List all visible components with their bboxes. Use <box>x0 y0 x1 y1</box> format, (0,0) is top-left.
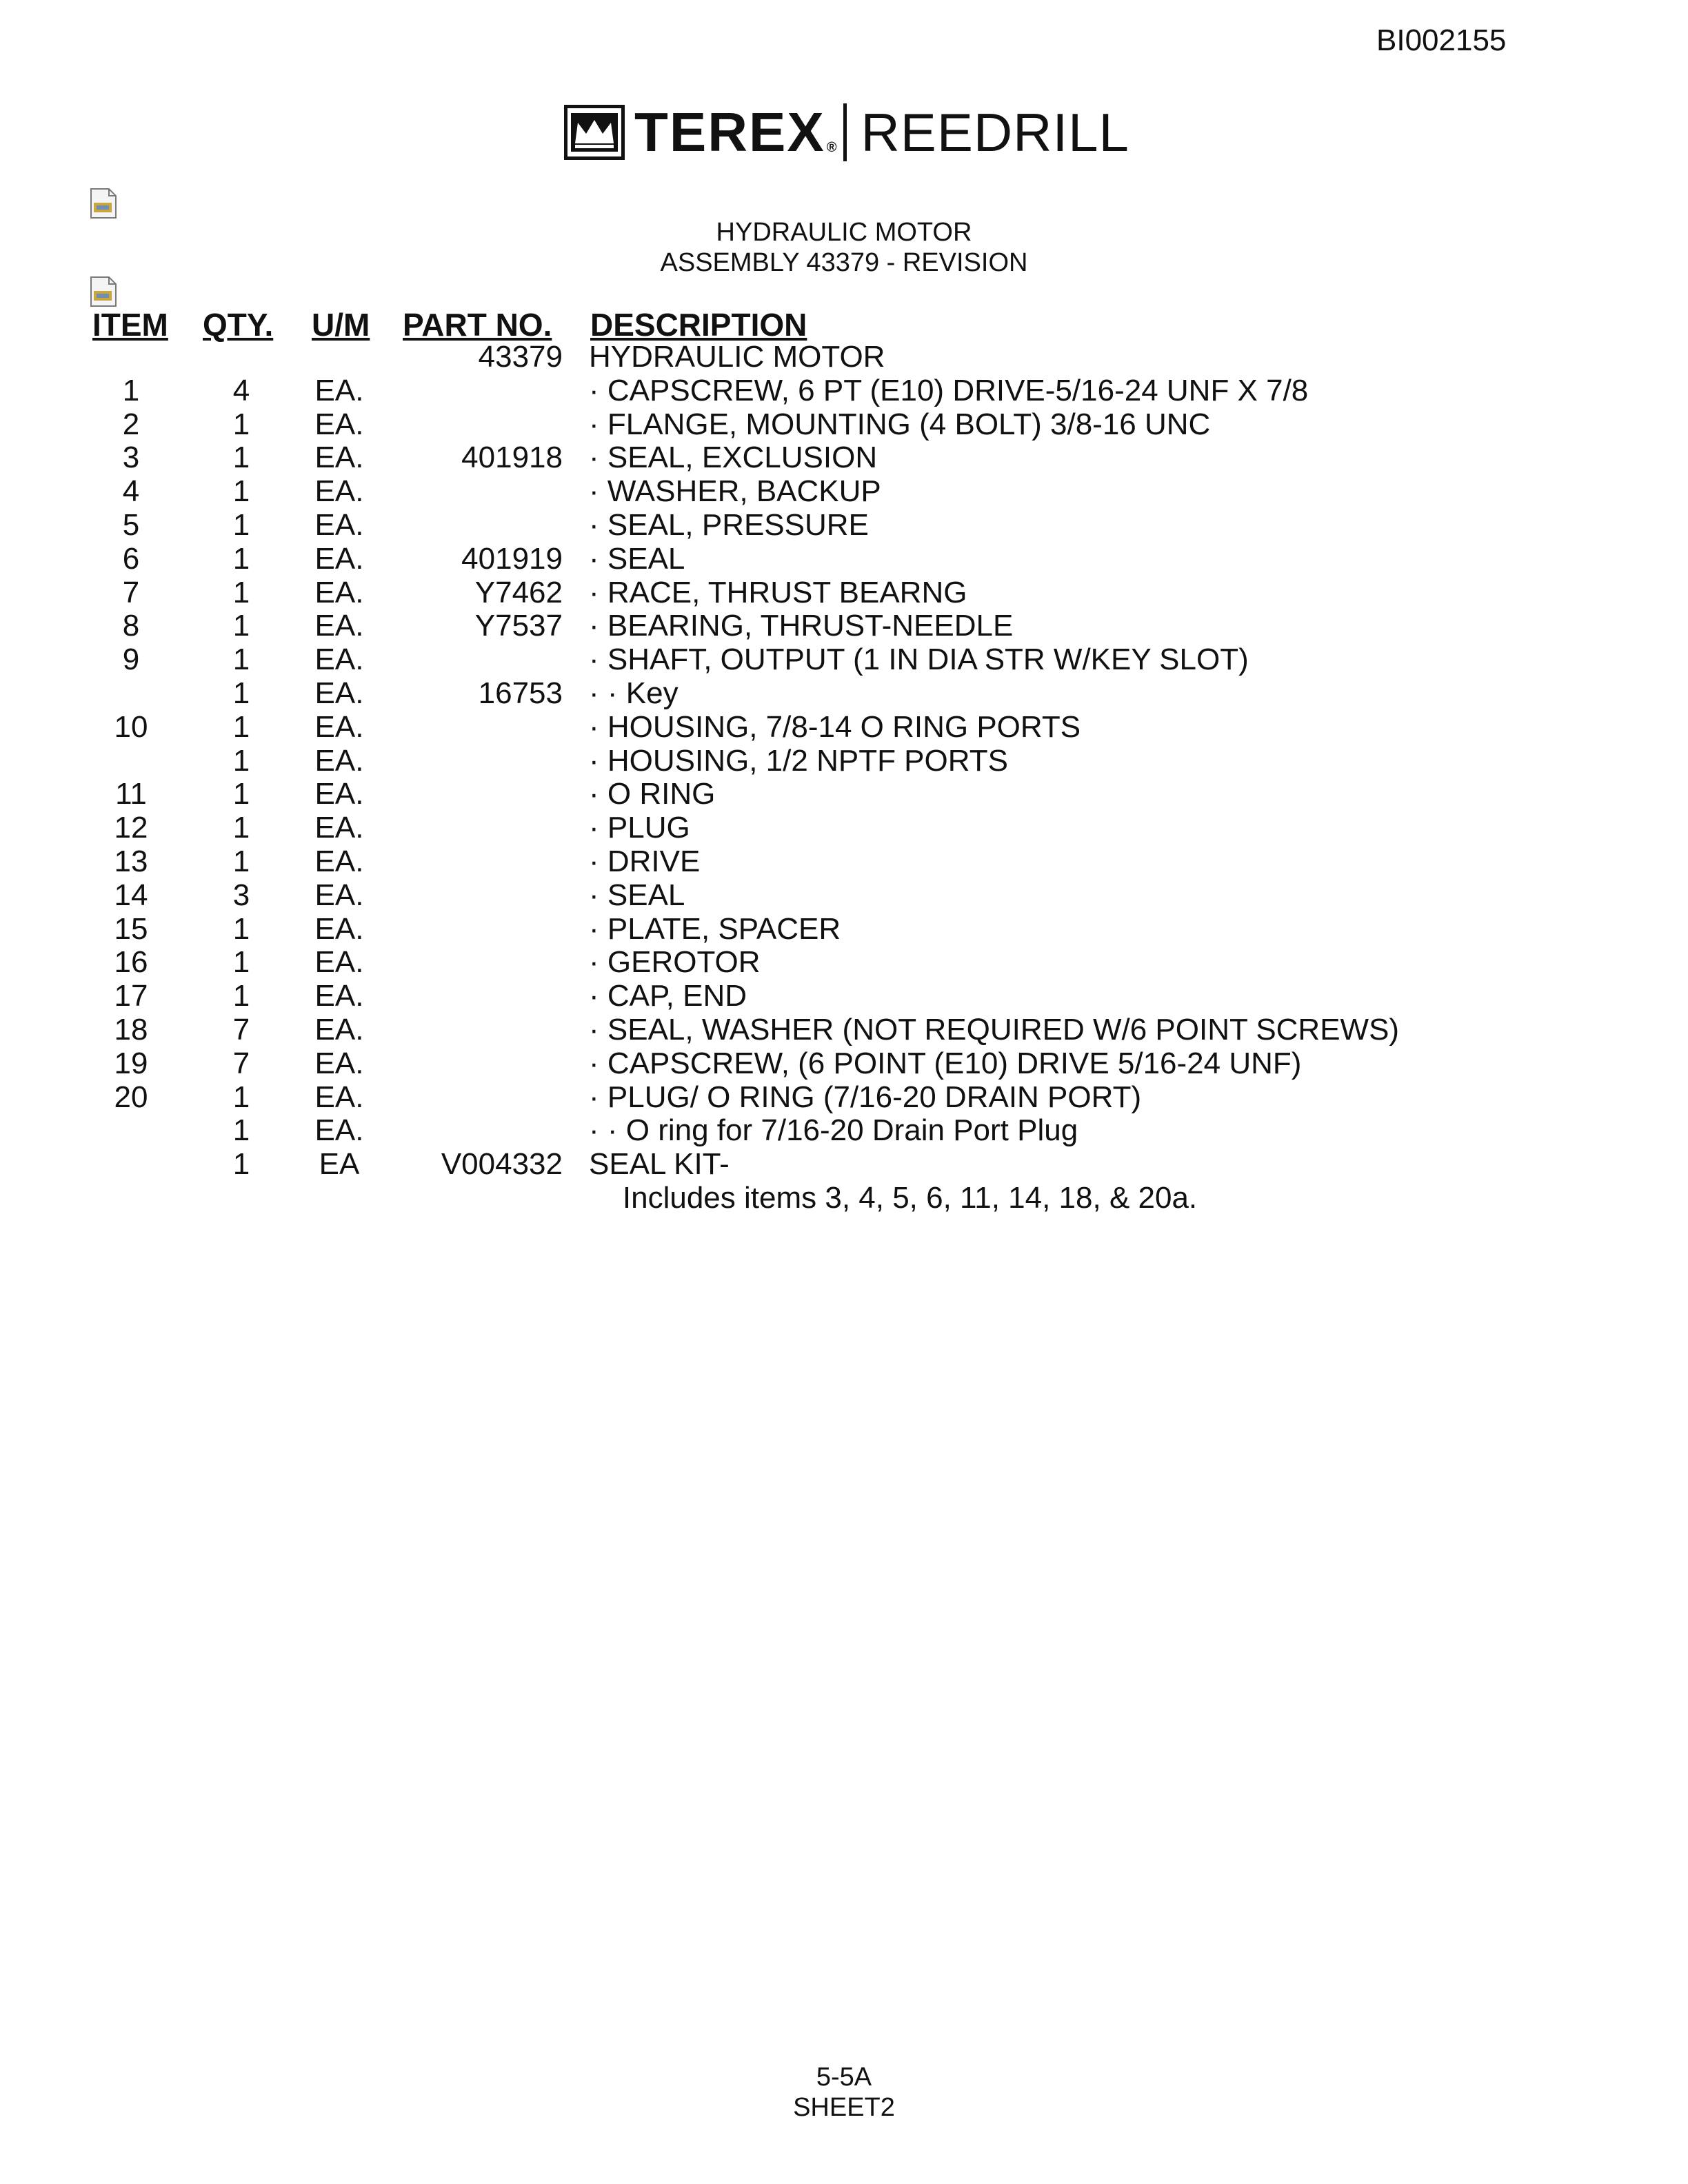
qty-cell: 1 <box>232 676 250 710</box>
table-row <box>0 509 1688 543</box>
description-cell: · SEAL, EXCLUSION <box>589 441 878 475</box>
um-cell: EA. <box>314 407 364 441</box>
item-cell: 4 <box>122 474 140 509</box>
table-row <box>0 609 1688 643</box>
description-cell: · DRIVE <box>589 844 701 878</box>
logo-brand: TEREX <box>634 101 825 163</box>
description-cell: · CAPSCREW, (6 POINT (E10) DRIVE 5/16-24 UNF) <box>589 1046 1302 1080</box>
description-cell: · WASHER, BACKUP <box>589 474 881 509</box>
qty-cell: 1 <box>232 777 250 811</box>
qty-cell: 1 <box>232 474 250 509</box>
description-cell: · SEAL, PRESSURE <box>589 507 869 542</box>
description-cell: · SEAL, WASHER (NOT REQUIRED W/6 POINT SCREWS) <box>589 1012 1400 1046</box>
item-cell: 13 <box>114 844 148 878</box>
document-icon[interactable] <box>90 188 117 219</box>
description-cell: Includes items 3, 4, 5, 6, 11, 14, 18, & 20a. <box>589 1180 1198 1215</box>
item-cell: 12 <box>114 811 148 845</box>
item-cell: 1 <box>122 373 140 407</box>
parts-table <box>0 341 1688 1215</box>
logo-divider <box>843 103 847 161</box>
um-cell: EA. <box>314 777 364 811</box>
qty-cell: 1 <box>232 1147 250 1182</box>
qty-cell: 1 <box>232 844 250 878</box>
item-cell: 19 <box>114 1046 148 1080</box>
part-number-cell: Y7462 <box>474 575 563 609</box>
part-number-cell: 401918 <box>461 441 563 475</box>
logo-product: REEDRILL <box>861 102 1129 163</box>
table-row <box>0 1182 1688 1215</box>
part-number-cell: 43379 <box>478 340 563 374</box>
description-cell: · SEAL <box>589 878 685 912</box>
table-row <box>0 576 1688 610</box>
item-cell: 7 <box>122 575 140 609</box>
qty-cell: 1 <box>232 743 250 778</box>
header-um: U/M <box>312 307 370 343</box>
part-number-cell: V004332 <box>441 1147 563 1182</box>
qty-cell: 7 <box>232 1012 250 1046</box>
table-row <box>0 879 1688 913</box>
table-row <box>0 913 1688 947</box>
item-cell: 14 <box>114 878 148 912</box>
qty-cell: 4 <box>232 373 250 407</box>
qty-cell: 1 <box>232 575 250 609</box>
description-cell: · FLANGE, MOUNTING (4 BOLT) 3/8-16 UNC <box>589 407 1211 441</box>
um-cell: EA. <box>314 811 364 845</box>
table-row <box>0 341 1688 374</box>
table-row <box>0 1047 1688 1081</box>
item-cell: 20 <box>114 1080 148 1114</box>
item-cell: 17 <box>114 979 148 1013</box>
qty-cell: 1 <box>232 407 250 441</box>
description-cell: HYDRAULIC MOTOR <box>589 340 885 374</box>
item-cell: 3 <box>122 441 140 475</box>
um-cell: EA. <box>314 979 364 1013</box>
description-cell: · CAP, END <box>589 979 747 1013</box>
terex-reedrill-logo <box>564 103 1129 161</box>
table-row <box>0 543 1688 576</box>
part-number-cell: Y7537 <box>474 609 563 643</box>
um-cell: EA. <box>314 676 364 710</box>
description-cell: SEAL KIT- <box>589 1147 730 1182</box>
qty-cell: 1 <box>232 507 250 542</box>
um-cell: EA. <box>314 844 364 878</box>
um-cell: EA. <box>314 709 364 744</box>
item-cell: 15 <box>114 911 148 946</box>
item-cell: 9 <box>122 643 140 677</box>
qty-cell: 1 <box>232 811 250 845</box>
description-cell: · PLUG/ O RING (7/16-20 DRAIN PORT) <box>589 1080 1142 1114</box>
table-row <box>0 441 1688 475</box>
table-row <box>0 1148 1688 1182</box>
item-cell: 2 <box>122 407 140 441</box>
title-line-1: HYDRAULIC MOTOR <box>716 218 972 247</box>
page-number: 5-5A <box>816 2063 872 2092</box>
item-cell: 10 <box>114 709 148 744</box>
table-row <box>0 1013 1688 1047</box>
um-cell: EA. <box>314 1113 364 1148</box>
header-qty: QTY. <box>203 307 274 343</box>
qty-cell: 1 <box>232 609 250 643</box>
qty-cell: 1 <box>232 441 250 475</box>
crown-icon <box>564 105 625 160</box>
document-icon[interactable] <box>90 276 117 307</box>
um-cell: EA. <box>314 911 364 946</box>
header-part-no: PART NO. <box>403 307 552 343</box>
description-cell: · · Key <box>589 676 679 710</box>
um-cell: EA. <box>314 441 364 475</box>
um-cell: EA. <box>314 1012 364 1046</box>
um-cell: EA. <box>314 1046 364 1080</box>
table-row <box>0 677 1688 711</box>
um-cell: EA. <box>314 945 364 980</box>
qty-cell: 1 <box>232 1080 250 1114</box>
qty-cell: 1 <box>232 709 250 744</box>
um-cell: EA. <box>314 575 364 609</box>
um-cell: EA <box>319 1147 360 1182</box>
document-id: BI002155 <box>1376 23 1507 57</box>
description-cell: · CAPSCREW, 6 PT (E10) DRIVE-5/16-24 UNF X 7/8 <box>589 373 1309 407</box>
um-cell: EA. <box>314 474 364 509</box>
um-cell: EA. <box>314 373 364 407</box>
table-row <box>0 643 1688 677</box>
table-row <box>0 408 1688 442</box>
header-item: ITEM <box>92 307 168 343</box>
qty-cell: 1 <box>232 945 250 980</box>
um-cell: EA. <box>314 1080 364 1114</box>
qty-cell: 1 <box>232 1113 250 1148</box>
table-row <box>0 1081 1688 1115</box>
item-cell: 16 <box>114 945 148 980</box>
qty-cell: 1 <box>232 979 250 1013</box>
table-row <box>0 1114 1688 1148</box>
qty-cell: 1 <box>232 643 250 677</box>
table-row <box>0 778 1688 811</box>
table-row <box>0 745 1688 778</box>
description-cell: · BEARING, THRUST-NEEDLE <box>589 609 1014 643</box>
description-cell: · GEROTOR <box>589 945 761 980</box>
um-cell: EA. <box>314 643 364 677</box>
registered-mark: ® <box>826 140 837 155</box>
um-cell: EA. <box>314 507 364 542</box>
um-cell: EA. <box>314 743 364 778</box>
table-row <box>0 475 1688 509</box>
qty-cell: 3 <box>232 878 250 912</box>
table-row <box>0 711 1688 745</box>
table-row <box>0 845 1688 879</box>
item-cell: 11 <box>115 777 147 811</box>
description-cell: · HOUSING, 7/8-14 O RING PORTS <box>589 709 1081 744</box>
item-cell: 6 <box>122 541 140 576</box>
table-row <box>0 811 1688 845</box>
description-cell: · · O ring for 7/16-20 Drain Port Plug <box>589 1113 1078 1148</box>
item-cell: 8 <box>122 609 140 643</box>
item-cell: 18 <box>114 1012 148 1046</box>
description-cell: · RACE, THRUST BEARNG <box>589 575 967 609</box>
header-description: DESCRIPTION <box>590 307 807 343</box>
description-cell: · HOUSING, 1/2 NPTF PORTS <box>589 743 1008 778</box>
description-cell: · SEAL <box>589 541 685 576</box>
title-line-2: ASSEMBLY 43379 - REVISION <box>660 248 1028 277</box>
table-row <box>0 374 1688 408</box>
qty-cell: 1 <box>232 541 250 576</box>
qty-cell: 1 <box>232 911 250 946</box>
um-cell: EA. <box>314 609 364 643</box>
description-cell: · PLATE, SPACER <box>589 911 841 946</box>
um-cell: EA. <box>314 541 364 576</box>
part-number-cell: 401919 <box>461 541 563 576</box>
um-cell: EA. <box>314 878 364 912</box>
qty-cell: 7 <box>232 1046 250 1080</box>
table-row <box>0 980 1688 1013</box>
part-number-cell: 16753 <box>478 676 563 710</box>
item-cell: 5 <box>122 507 140 542</box>
description-cell: · PLUG <box>589 811 690 845</box>
sheet-label: SHEET2 <box>793 2093 895 2122</box>
description-cell: · O RING <box>589 777 716 811</box>
table-row <box>0 946 1688 980</box>
description-cell: · SHAFT, OUTPUT (1 IN DIA STR W/KEY SLOT) <box>589 643 1249 677</box>
